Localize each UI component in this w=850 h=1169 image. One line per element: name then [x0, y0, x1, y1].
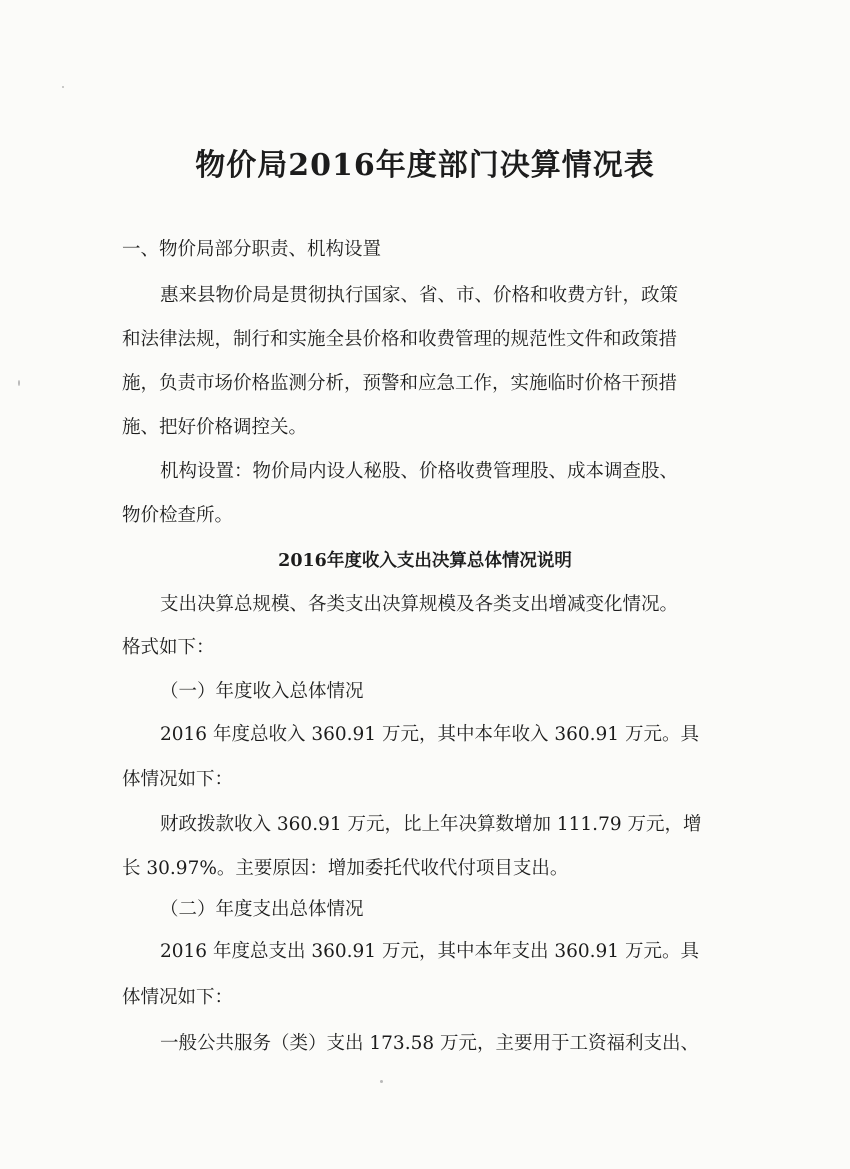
paragraph-line: 惠来县物价局是贯彻执行国家、省、市、价格和收费方针，政策 — [160, 285, 679, 306]
section-heading-expense: （二）年度支出总体情况 — [160, 899, 364, 920]
paragraph-line: 施，负责市场价格监测分析，预警和应急工作，实施临时价格干预措 — [122, 373, 678, 394]
paragraph-line: 支出决算总规模、各类支出决算规模及各类支出增减变化情况。 — [160, 594, 679, 615]
paragraph-line: 格式如下： — [122, 637, 215, 658]
scan-speck — [62, 86, 64, 88]
document-title: 物价局2016年度部门决算情况表 — [195, 148, 655, 183]
subsection-heading: 2016年度收入支出决算总体情况说明 — [278, 551, 572, 571]
paragraph-line: 和法律法规，制行和实施全县价格和收费管理的规范性文件和政策措 — [122, 329, 678, 350]
paragraph-line: 2016 年度总支出 360.91 万元，其中本年支出 360.91 万元。具 — [160, 941, 699, 962]
scan-speck — [18, 380, 20, 386]
paragraph-line: 一般公共服务（类）支出 173.58 万元，主要用于工资福利支出、 — [160, 1033, 699, 1054]
paragraph-line: 体情况如下： — [122, 769, 234, 790]
scan-speck — [380, 1080, 383, 1083]
paragraph-line: 体情况如下： — [122, 987, 234, 1008]
paragraph-line: 长 30.97%。主要原因：增加委托代收代付项目支出。 — [122, 858, 569, 879]
paragraph-line: 财政拨款收入 360.91 万元，比上年决算数增加 111.79 万元，增 — [160, 814, 702, 835]
paragraph-line: 2016 年度总收入 360.91 万元，其中本年收入 360.91 万元。具 — [160, 724, 699, 745]
paragraph-line: 施、把好价格调控关。 — [122, 417, 308, 438]
section-heading-1: 一、物价局部分职责、机构设置 — [122, 239, 382, 260]
paragraph-line: 机构设置：物价局内设人秘股、价格收费管理股、成本调查股、 — [160, 461, 679, 482]
section-heading-income: （一）年度收入总体情况 — [160, 681, 364, 702]
paragraph-line: 物价检查所。 — [122, 505, 234, 526]
